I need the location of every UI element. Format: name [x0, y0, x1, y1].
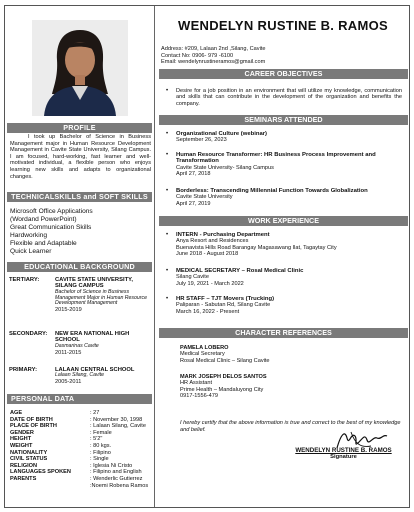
seminar-item: • Human Resource Transformer: HR Business Process Improvement and Transformation Cavite State University- Silang Campus April 27, 2018 — [166, 152, 376, 178]
education-tertiary — [9, 277, 153, 314]
bullet-icon: • — [166, 268, 169, 274]
right-column — [156, 6, 410, 507]
personal-data-heading: PERSONAL DATA — [7, 394, 152, 404]
resume-page — [4, 5, 410, 508]
bullet-icon: • — [166, 88, 169, 94]
skills-list — [10, 208, 93, 256]
personal-data-list — [10, 410, 154, 489]
education-primary — [9, 367, 153, 386]
personal-data-row: AGE : 27 — [10, 410, 100, 416]
school-years: 2011-2015 — [55, 349, 82, 356]
school-years: 2005-2011 — [55, 379, 82, 386]
bullet-icon: • — [166, 188, 169, 194]
profile-photo-image — [32, 20, 128, 116]
skill-item: Flexible and Adaptable — [10, 240, 77, 247]
references-heading: CHARACTER REFERENCES — [159, 328, 408, 338]
contact-address: Address: #209, Lalaan 2nd ,Silang, Cavite — [161, 46, 266, 52]
school-name: CAVITE STATE UNIVERSITY, SILANG CAMPUS — [55, 277, 133, 290]
school-note: Lalaan Silang, Cavite — [55, 372, 105, 379]
personal-data-row: LANGUAGES SPOKEN : Filipino and English — [10, 469, 142, 476]
left-column — [5, 6, 155, 507]
objectives-heading: CAREER OBJECTIVES — [159, 69, 408, 79]
personal-data-row: GENDER : Female — [10, 429, 112, 436]
skill-item: Hardworking — [10, 232, 48, 239]
reference-item: MARK JOSEPH DELOS SANTOS HR Assistant Prime Health – Mandaluyong City 0917-1556-479 — [180, 374, 267, 400]
education-level: TERTIARY: — [9, 277, 40, 283]
skill-item: Great Communication Skills — [10, 224, 92, 231]
education-heading: EDUCATIONAL BACKGROUND — [7, 262, 152, 272]
contact-phone: Contact No: 0906- 979 -6100 — [161, 52, 234, 59]
contact-info — [161, 46, 266, 66]
personal-data-row: NATIONALITY : Filipino — [10, 449, 111, 456]
profile-photo — [32, 20, 128, 116]
work-item: • MEDICAL SECRETARY – Rosal Medical Clinic Silang Cavite July 19, 2021 - March 2022 — [166, 268, 304, 287]
personal-data-row: PLACE OF BIRTH : Lalaan Silang, Cavite — [10, 423, 146, 430]
skill-item: Quick Learner — [10, 248, 52, 255]
reference-item: PAMELA LOBERO Medical Secretary Rosal Medical Clinic – Silang Cavite — [180, 345, 270, 364]
personal-data-row: HEIGHT : 5'2" — [10, 436, 103, 443]
objective-text: • Desire for a job position in an environment that will utilize my knowledge, communication and skills that can contribute in the development of the organization and benefits the company. — [166, 88, 402, 107]
personal-data-row: DATE OF BIRTH : November 30, 1998 — [10, 416, 143, 423]
personal-data-row: CIVIL STATUS : Single — [10, 456, 109, 463]
personal-data-row: RELIGION : Iglesia Ni Cristo — [10, 462, 133, 469]
contact-email: Email: wendelynrustineramos@gmail.com — [161, 59, 266, 66]
school-years: 2015-2019 — [55, 307, 82, 314]
education-secondary — [9, 331, 153, 356]
personal-data-row: WEIGHT : 80 kgs. — [10, 442, 112, 449]
applicant-name: WENDELYN RUSTINE B. RAMOS — [178, 18, 388, 33]
bullet-icon: • — [166, 232, 169, 238]
bullet-icon: • — [166, 131, 169, 137]
seminars-heading: SEMINARS ATTENDED — [159, 115, 408, 125]
school-name: LALAAN CENTRAL SCHOOL — [55, 367, 135, 373]
work-item: • HR STAFF – TJT Movers (Trucking) Paliparan - Sabutan Rd, Silang Cavite March 16, 2022 - Present — [166, 296, 275, 315]
education-level: SECONDARY: — [9, 331, 48, 337]
skill-item: (Wordand PowerPoint) — [10, 216, 77, 223]
signature-name: WENDELYN RUSTINE B. RAMOS — [295, 447, 392, 454]
seminar-item: • Borderless: Transcending Millennial Function Towards Globalization Cavite State University April 27, 2019 — [166, 188, 368, 207]
personal-data-row: :Noemi Robena Ramos — [90, 482, 149, 489]
school-name: NEW ERA NATIONAL HIGH SCHOOL — [55, 331, 130, 344]
bullet-icon: • — [166, 296, 169, 302]
education-level: PRIMARY: — [9, 367, 38, 373]
school-note: Bachelor of Science in Business Management Major in Human Resource Development Management — [55, 288, 147, 307]
skill-item: Microsoft Office Applications — [10, 208, 93, 215]
certification-statement: I hereby certify that the above information is true and correct to the best of my knowledge and belief. — [180, 420, 401, 433]
seminar-item: • Organizational Culture (webinar) September 26, 2023 — [166, 131, 267, 144]
skills-heading: TECHNICALSKILLS and SOFT SKILLS — [7, 192, 152, 202]
school-note: Dasmarinas Cavite — [55, 342, 99, 349]
profile-heading: PROFILE — [7, 123, 152, 133]
signature-label: Signature — [330, 454, 357, 460]
work-item: • INTERN - Purchasing Department Anya Resort and Residences Buenavista Hills Road Barangay Magasawang Ilat, Tagaytay City June 2018 - August 2018 — [166, 232, 337, 258]
bullet-icon: • — [166, 152, 169, 158]
work-heading: WORK EXPERIENCE — [159, 216, 408, 226]
personal-data-row: PARENTS : Wenderlic Gutierrez — [10, 475, 143, 482]
profile-summary: I took up Bachelor of Science in Business Management major in Human Resource Development Management in Cavite State University, Silang Campus. I am focused, hard-working, fast learner and well-motivated individual, a flexible person who enjoys learning new skills and adapts to organizational changes. — [10, 134, 151, 180]
